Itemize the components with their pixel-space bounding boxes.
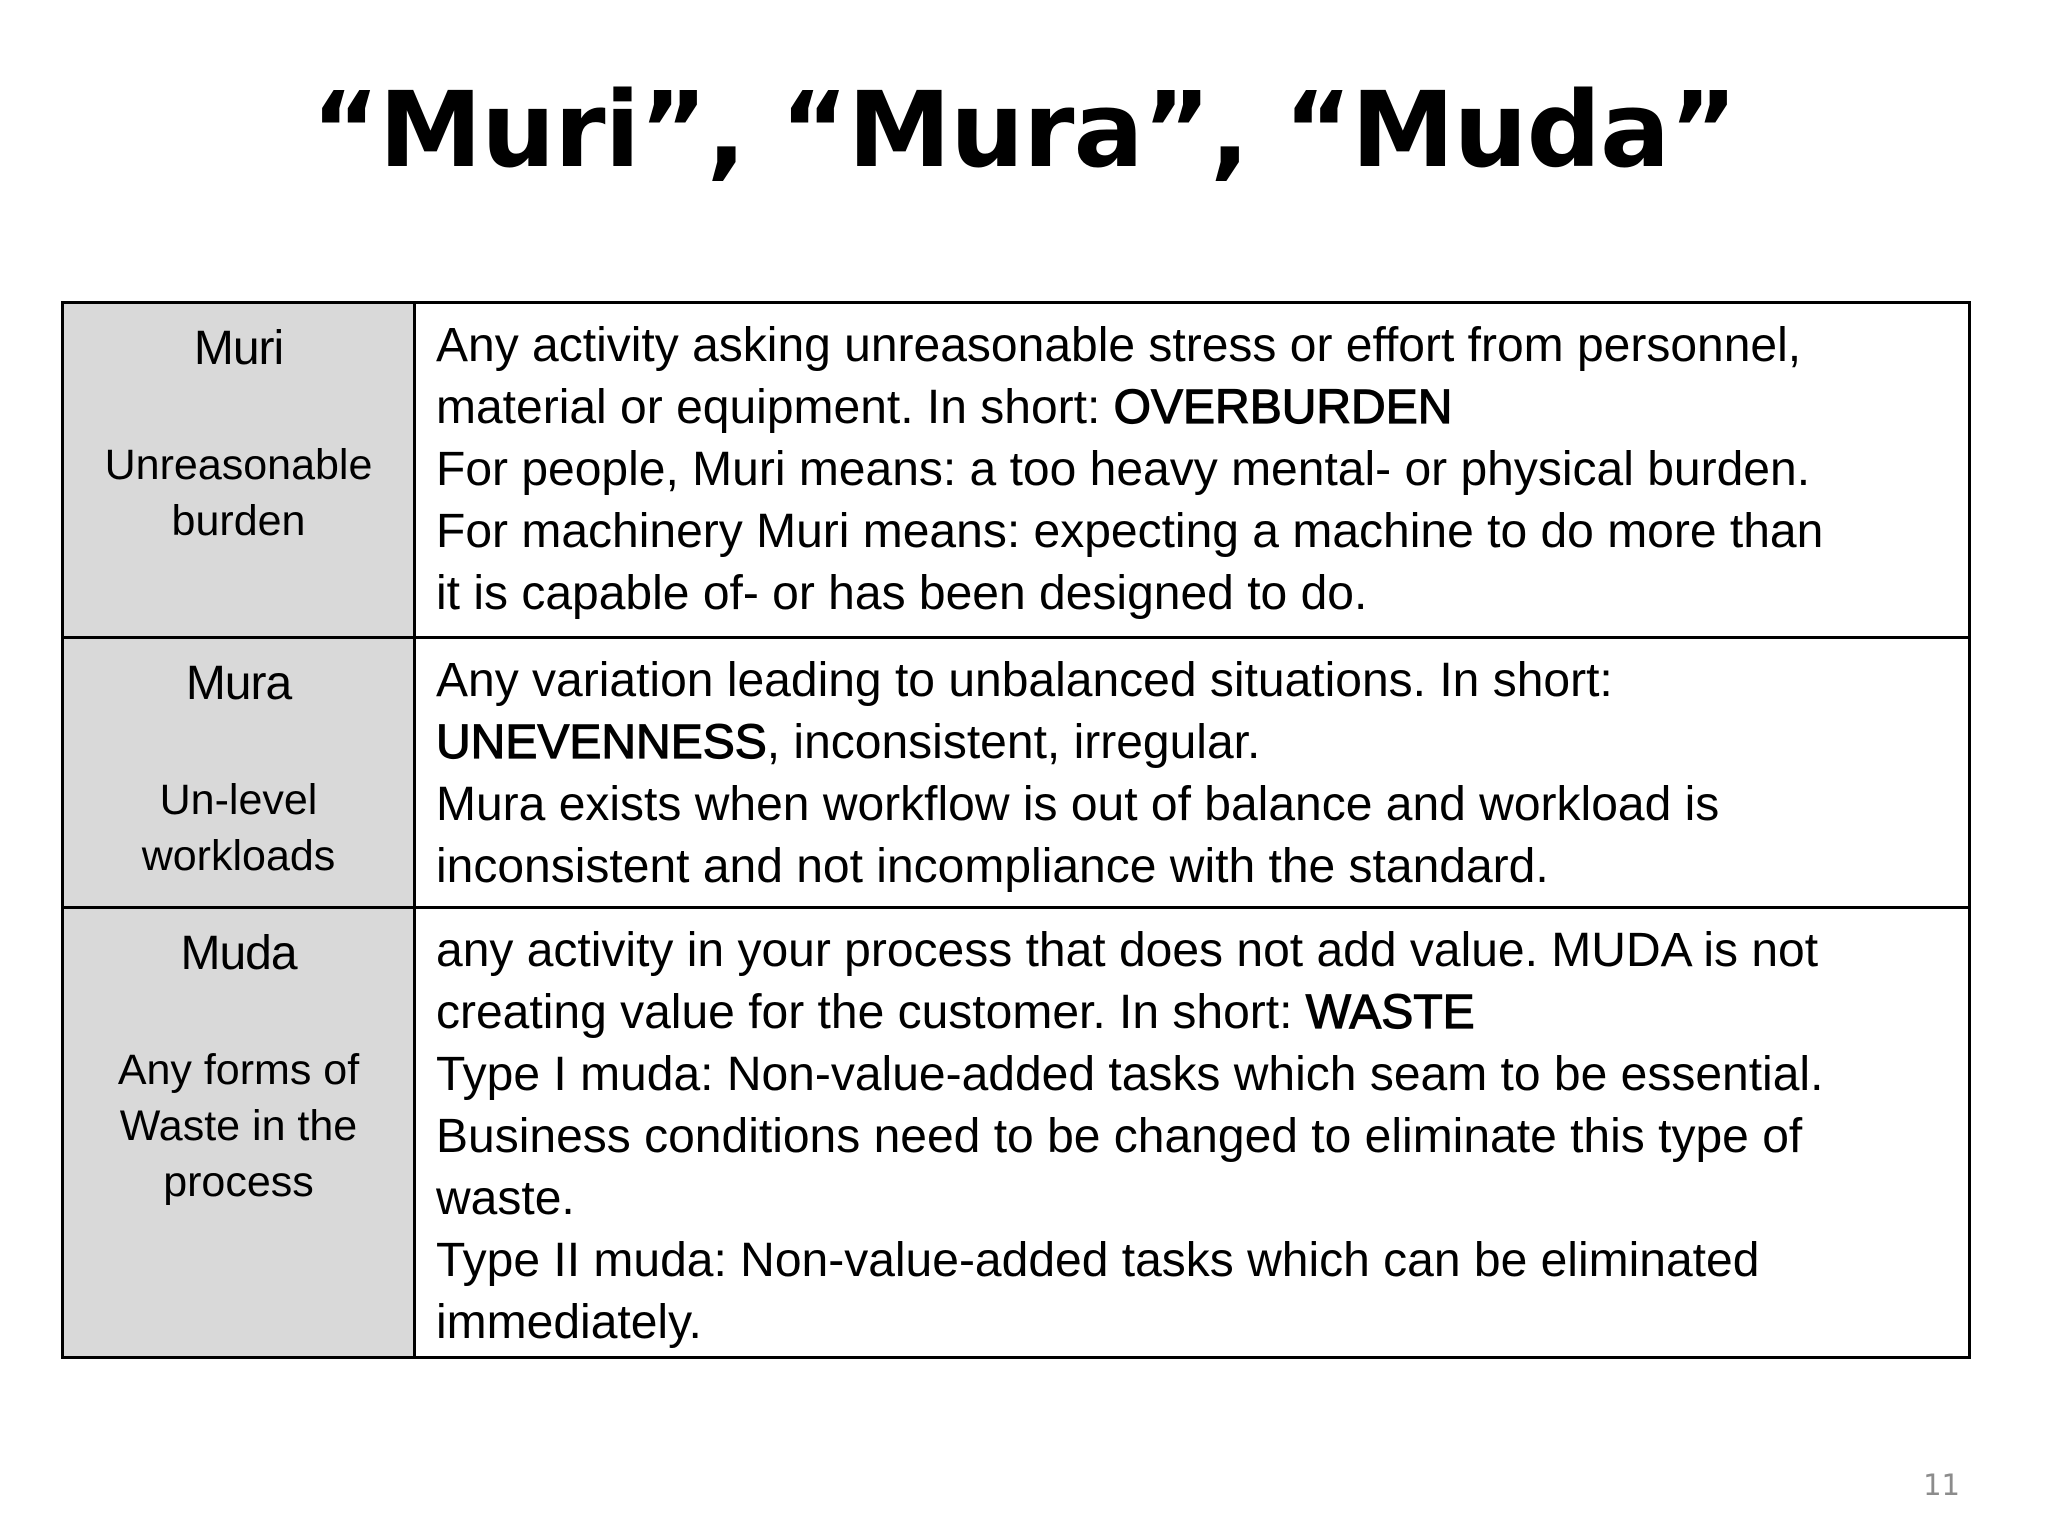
term-subtitle-mura [64, 772, 413, 884]
description-line: it is capable of- or has been designed to do. [436, 567, 1368, 620]
keyword-waste: WASTE [1305, 986, 1475, 1039]
term-subtitle-muda [64, 1042, 413, 1210]
description-line: Any activity asking unreasonable stress or effort from personnel, [436, 319, 1802, 372]
description-line: Business conditions need to be changed to eliminate this type of [436, 1110, 1803, 1163]
description-muri [416, 304, 1968, 636]
table-row-muda [64, 906, 1968, 1356]
term-muda: Muda [180, 927, 297, 980]
description-line: waste. [436, 1172, 575, 1225]
term-muri: Muri [193, 322, 284, 375]
muri-mura-muda-table [61, 301, 1971, 1359]
slide-title: “Muri”, “Mura”, “Muda” [311, 69, 1737, 191]
keyword-overburden: OVERBURDEN [1113, 381, 1453, 434]
keyword-unevenness: UNEVENNESS [436, 716, 767, 769]
description-line: creating value for the customer. In short: WASTE [436, 986, 1475, 1039]
description-line: For machinery Muri means: expecting a machine to do more than [436, 505, 1824, 558]
description-line: For people, Muri means: a too heavy mental- or physical burden. [436, 443, 1811, 496]
description-line: Any variation leading to unbalanced situations. In short: [436, 654, 1613, 707]
term-subtitle-line: Any forms of [117, 1046, 360, 1095]
description-line: material or equipment. In short: OVERBURDEN [436, 381, 1453, 434]
term-mura: Mura [185, 657, 292, 710]
term-subtitle-line: process [163, 1158, 314, 1207]
description-line: Type I muda: Non-value-added tasks which seam to be essential. [436, 1048, 1824, 1101]
description-line: inconsistent and not incompliance with the standard. [436, 840, 1549, 893]
term-subtitle-line: Unreasonable [104, 441, 373, 490]
description-line: immediately. [436, 1296, 702, 1349]
term-cell-mura [64, 639, 416, 906]
term-cell-muri [64, 304, 416, 636]
term-subtitle-line: workloads [141, 832, 336, 881]
term-subtitle-line: burden [171, 497, 306, 546]
table-row-muri [64, 304, 1968, 636]
description-line: Type II muda: Non-value-added tasks which can be eliminated [436, 1234, 1760, 1287]
page-number: 11 [1923, 1468, 1960, 1502]
term-subtitle-muri [64, 437, 413, 549]
table-row-mura [64, 636, 1968, 906]
description-line: Mura exists when workflow is out of balance and workload is [436, 778, 1720, 831]
term-cell-muda [64, 909, 416, 1356]
description-line: UNEVENNESS, inconsistent, irregular. [436, 716, 1261, 769]
term-subtitle-line: Un-level [159, 776, 318, 825]
description-line: any activity in your process that does not add value. MUDA is not [436, 924, 1819, 977]
description-muda [416, 909, 1968, 1356]
term-subtitle-line: Waste in the [119, 1102, 358, 1151]
description-mura [416, 639, 1968, 906]
